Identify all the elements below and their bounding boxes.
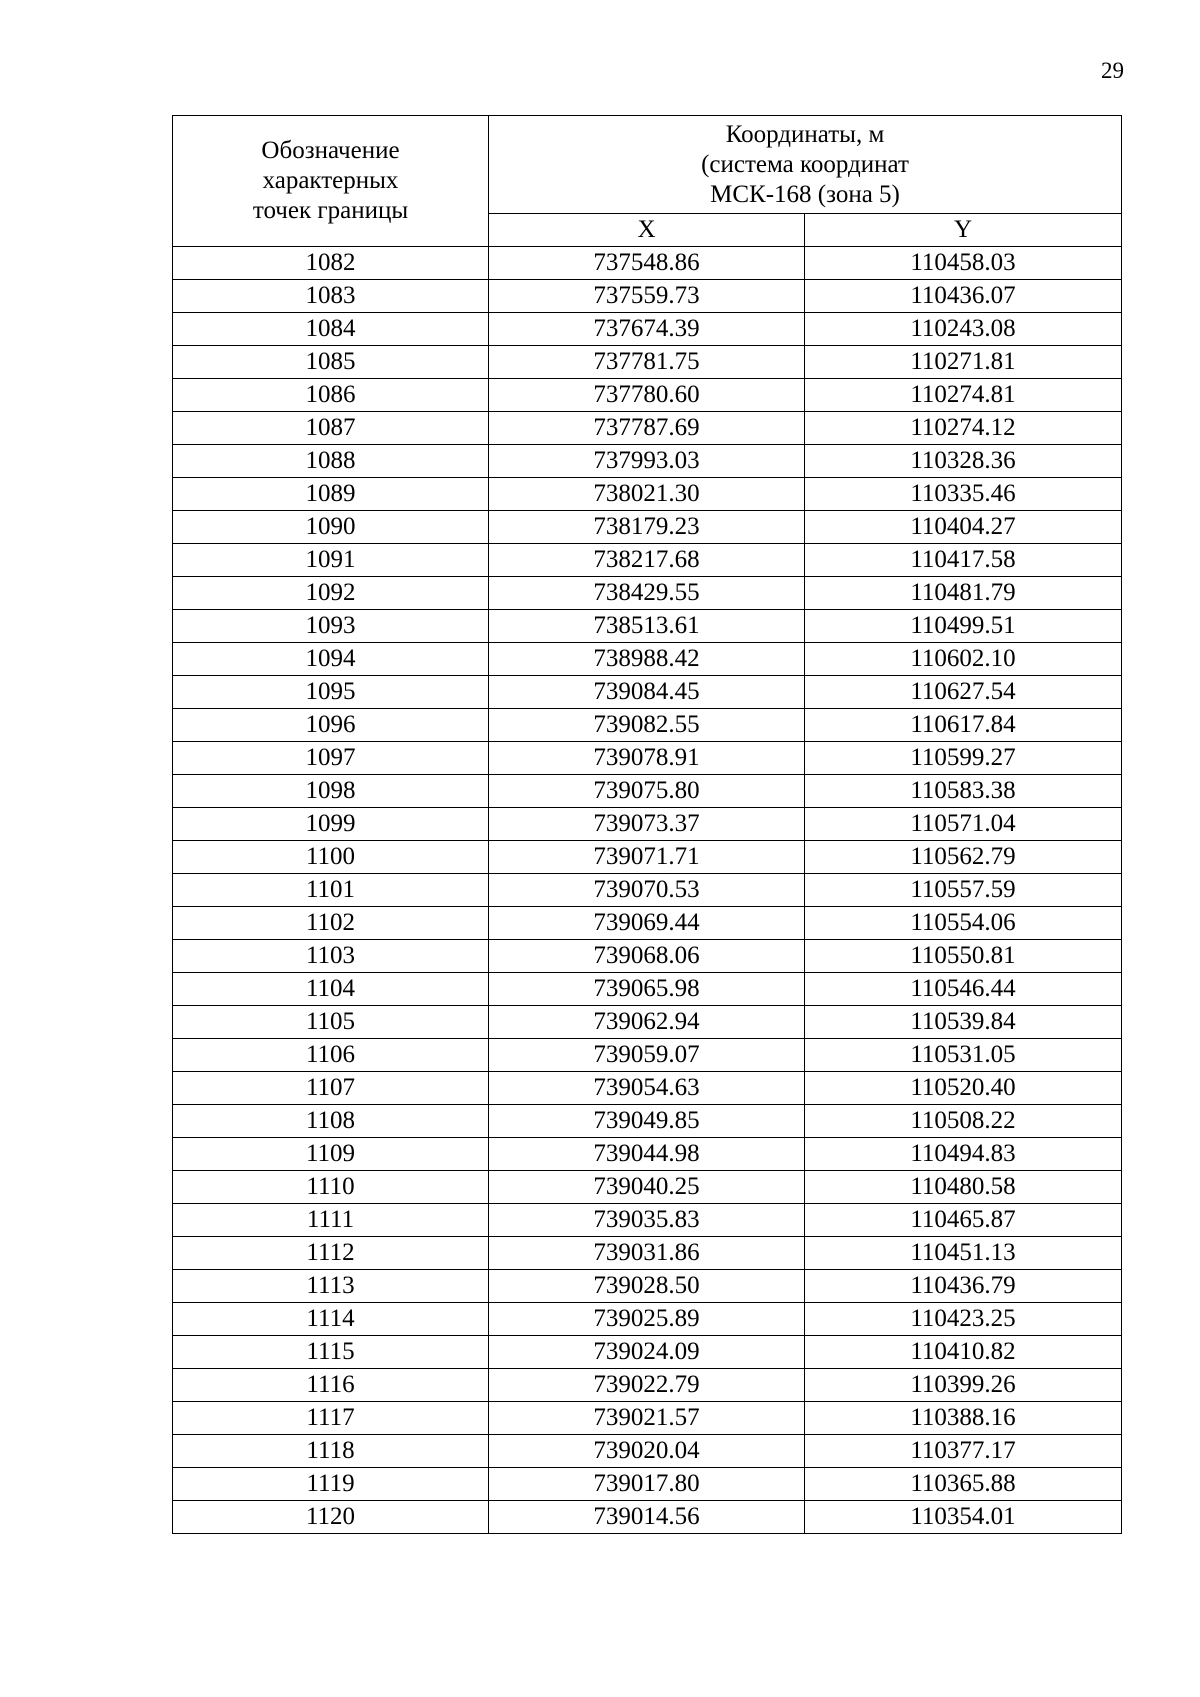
cell-point: 1113 xyxy=(173,1270,489,1303)
table-row xyxy=(173,1303,1122,1336)
cell-y: 110531.05 xyxy=(805,1039,1122,1072)
cell-point: 1102 xyxy=(173,907,489,940)
table-row xyxy=(173,1435,1122,1468)
table-row xyxy=(173,841,1122,874)
cell-x: 737548.86 xyxy=(489,247,805,280)
table-row xyxy=(173,379,1122,412)
cell-y: 110417.58 xyxy=(805,544,1122,577)
header-x: X xyxy=(489,214,805,247)
table-row xyxy=(173,1501,1122,1534)
table-row xyxy=(173,1270,1122,1303)
table-row xyxy=(173,280,1122,313)
cell-point: 1105 xyxy=(173,1006,489,1039)
cell-point: 1110 xyxy=(173,1171,489,1204)
cell-point: 1090 xyxy=(173,511,489,544)
cell-y: 110571.04 xyxy=(805,808,1122,841)
cell-x: 737780.60 xyxy=(489,379,805,412)
table-row xyxy=(173,1402,1122,1435)
table-row xyxy=(173,1006,1122,1039)
coordinates-table xyxy=(172,115,1122,1534)
header-point-designation xyxy=(173,116,489,247)
cell-y: 110480.58 xyxy=(805,1171,1122,1204)
cell-y: 110243.08 xyxy=(805,313,1122,346)
table-row xyxy=(173,709,1122,742)
cell-x: 737781.75 xyxy=(489,346,805,379)
cell-point: 1092 xyxy=(173,577,489,610)
cell-x: 738217.68 xyxy=(489,544,805,577)
cell-x: 739071.71 xyxy=(489,841,805,874)
cell-y: 110546.44 xyxy=(805,973,1122,1006)
cell-x: 739059.07 xyxy=(489,1039,805,1072)
cell-y: 110481.79 xyxy=(805,577,1122,610)
cell-y: 110436.79 xyxy=(805,1270,1122,1303)
cell-y: 110599.27 xyxy=(805,742,1122,775)
table-header xyxy=(173,116,1122,247)
cell-y: 110271.81 xyxy=(805,346,1122,379)
cell-y: 110274.81 xyxy=(805,379,1122,412)
cell-point: 1101 xyxy=(173,874,489,907)
cell-x: 739075.80 xyxy=(489,775,805,808)
table-row xyxy=(173,874,1122,907)
cell-y: 110354.01 xyxy=(805,1501,1122,1534)
header-coords-line: МСК-168 (зона 5) xyxy=(710,180,900,208)
table-row xyxy=(173,1369,1122,1402)
cell-point: 1119 xyxy=(173,1468,489,1501)
cell-y: 110602.10 xyxy=(805,643,1122,676)
cell-y: 110388.16 xyxy=(805,1402,1122,1435)
table-row xyxy=(173,313,1122,346)
table-row xyxy=(173,247,1122,280)
header-point-line: характерных xyxy=(262,167,399,194)
header-coords-line: (система координат xyxy=(701,150,909,178)
cell-x: 739035.83 xyxy=(489,1204,805,1237)
cell-y: 110554.06 xyxy=(805,907,1122,940)
cell-y: 110458.03 xyxy=(805,247,1122,280)
cell-y: 110583.38 xyxy=(805,775,1122,808)
cell-x: 739082.55 xyxy=(489,709,805,742)
cell-x: 738988.42 xyxy=(489,643,805,676)
cell-y: 110436.07 xyxy=(805,280,1122,313)
cell-x: 739031.86 xyxy=(489,1237,805,1270)
table-row xyxy=(173,610,1122,643)
cell-y: 110550.81 xyxy=(805,940,1122,973)
header-point-line: точек границы xyxy=(252,197,409,224)
cell-x: 738021.30 xyxy=(489,478,805,511)
table-row xyxy=(173,511,1122,544)
cell-point: 1100 xyxy=(173,841,489,874)
cell-point: 1083 xyxy=(173,280,489,313)
cell-x: 739024.09 xyxy=(489,1336,805,1369)
table-row xyxy=(173,346,1122,379)
table-row xyxy=(173,1039,1122,1072)
cell-y: 110377.17 xyxy=(805,1435,1122,1468)
table-row xyxy=(173,676,1122,709)
table-row xyxy=(173,1138,1122,1171)
cell-x: 739084.45 xyxy=(489,676,805,709)
cell-point: 1118 xyxy=(173,1435,489,1468)
table-body xyxy=(173,247,1122,1534)
cell-point: 1096 xyxy=(173,709,489,742)
cell-point: 1104 xyxy=(173,973,489,1006)
header-point-line: Обозначение xyxy=(261,137,400,164)
cell-point: 1097 xyxy=(173,742,489,775)
table-row xyxy=(173,577,1122,610)
cell-y: 110399.26 xyxy=(805,1369,1122,1402)
table-row xyxy=(173,445,1122,478)
cell-x: 739014.56 xyxy=(489,1501,805,1534)
cell-point: 1109 xyxy=(173,1138,489,1171)
header-row-top xyxy=(173,116,1122,214)
cell-point: 1108 xyxy=(173,1105,489,1138)
cell-point: 1093 xyxy=(173,610,489,643)
header-coordinates xyxy=(489,116,1122,214)
cell-x: 737559.73 xyxy=(489,280,805,313)
cell-point: 1087 xyxy=(173,412,489,445)
table-row xyxy=(173,1468,1122,1501)
cell-x: 739025.89 xyxy=(489,1303,805,1336)
cell-point: 1114 xyxy=(173,1303,489,1336)
cell-x: 739021.57 xyxy=(489,1402,805,1435)
cell-point: 1112 xyxy=(173,1237,489,1270)
cell-point: 1088 xyxy=(173,445,489,478)
cell-x: 739054.63 xyxy=(489,1072,805,1105)
cell-x: 739068.06 xyxy=(489,940,805,973)
cell-point: 1084 xyxy=(173,313,489,346)
cell-y: 110465.87 xyxy=(805,1204,1122,1237)
table-row xyxy=(173,973,1122,1006)
cell-point: 1082 xyxy=(173,247,489,280)
table-row xyxy=(173,1171,1122,1204)
cell-y: 110539.84 xyxy=(805,1006,1122,1039)
header-coords-line: Координаты, м xyxy=(725,120,885,148)
table-row xyxy=(173,1072,1122,1105)
table-row xyxy=(173,1336,1122,1369)
cell-point: 1120 xyxy=(173,1501,489,1534)
cell-point: 1091 xyxy=(173,544,489,577)
cell-y: 110365.88 xyxy=(805,1468,1122,1501)
cell-y: 110499.51 xyxy=(805,610,1122,643)
cell-x: 739069.44 xyxy=(489,907,805,940)
cell-y: 110508.22 xyxy=(805,1105,1122,1138)
cell-x: 739065.98 xyxy=(489,973,805,1006)
cell-x: 739062.94 xyxy=(489,1006,805,1039)
table-row xyxy=(173,808,1122,841)
cell-y: 110617.84 xyxy=(805,709,1122,742)
cell-y: 110410.82 xyxy=(805,1336,1122,1369)
table-row xyxy=(173,940,1122,973)
cell-point: 1103 xyxy=(173,940,489,973)
cell-x: 737674.39 xyxy=(489,313,805,346)
cell-x: 739022.79 xyxy=(489,1369,805,1402)
table-row xyxy=(173,907,1122,940)
cell-x: 739078.91 xyxy=(489,742,805,775)
cell-x: 739044.98 xyxy=(489,1138,805,1171)
cell-point: 1089 xyxy=(173,478,489,511)
cell-point: 1117 xyxy=(173,1402,489,1435)
table-row xyxy=(173,742,1122,775)
table-row xyxy=(173,1237,1122,1270)
cell-point: 1116 xyxy=(173,1369,489,1402)
table-row xyxy=(173,1204,1122,1237)
cell-x: 739020.04 xyxy=(489,1435,805,1468)
cell-x: 739028.50 xyxy=(489,1270,805,1303)
cell-y: 110627.54 xyxy=(805,676,1122,709)
cell-x: 739070.53 xyxy=(489,874,805,907)
table-row xyxy=(173,1105,1122,1138)
cell-point: 1098 xyxy=(173,775,489,808)
cell-point: 1099 xyxy=(173,808,489,841)
cell-x: 737787.69 xyxy=(489,412,805,445)
cell-y: 110562.79 xyxy=(805,841,1122,874)
cell-y: 110335.46 xyxy=(805,478,1122,511)
cell-x: 739049.85 xyxy=(489,1105,805,1138)
cell-y: 110423.25 xyxy=(805,1303,1122,1336)
cell-y: 110557.59 xyxy=(805,874,1122,907)
cell-x: 737993.03 xyxy=(489,445,805,478)
cell-point: 1094 xyxy=(173,643,489,676)
cell-x: 738179.23 xyxy=(489,511,805,544)
cell-x: 739017.80 xyxy=(489,1468,805,1501)
cell-y: 110520.40 xyxy=(805,1072,1122,1105)
table-row xyxy=(173,544,1122,577)
page-number: 29 xyxy=(1101,58,1124,83)
cell-x: 739073.37 xyxy=(489,808,805,841)
cell-point: 1086 xyxy=(173,379,489,412)
cell-y: 110274.12 xyxy=(805,412,1122,445)
table-row xyxy=(173,412,1122,445)
cell-point: 1111 xyxy=(173,1204,489,1237)
cell-point: 1115 xyxy=(173,1336,489,1369)
cell-y: 110404.27 xyxy=(805,511,1122,544)
cell-point: 1085 xyxy=(173,346,489,379)
cell-x: 738429.55 xyxy=(489,577,805,610)
cell-x: 738513.61 xyxy=(489,610,805,643)
table-row xyxy=(173,775,1122,808)
header-y: Y xyxy=(805,214,1122,247)
cell-x: 739040.25 xyxy=(489,1171,805,1204)
cell-y: 110328.36 xyxy=(805,445,1122,478)
cell-point: 1106 xyxy=(173,1039,489,1072)
table-row xyxy=(173,643,1122,676)
cell-point: 1095 xyxy=(173,676,489,709)
cell-point: 1107 xyxy=(173,1072,489,1105)
cell-y: 110451.13 xyxy=(805,1237,1122,1270)
cell-y: 110494.83 xyxy=(805,1138,1122,1171)
table-row xyxy=(173,478,1122,511)
